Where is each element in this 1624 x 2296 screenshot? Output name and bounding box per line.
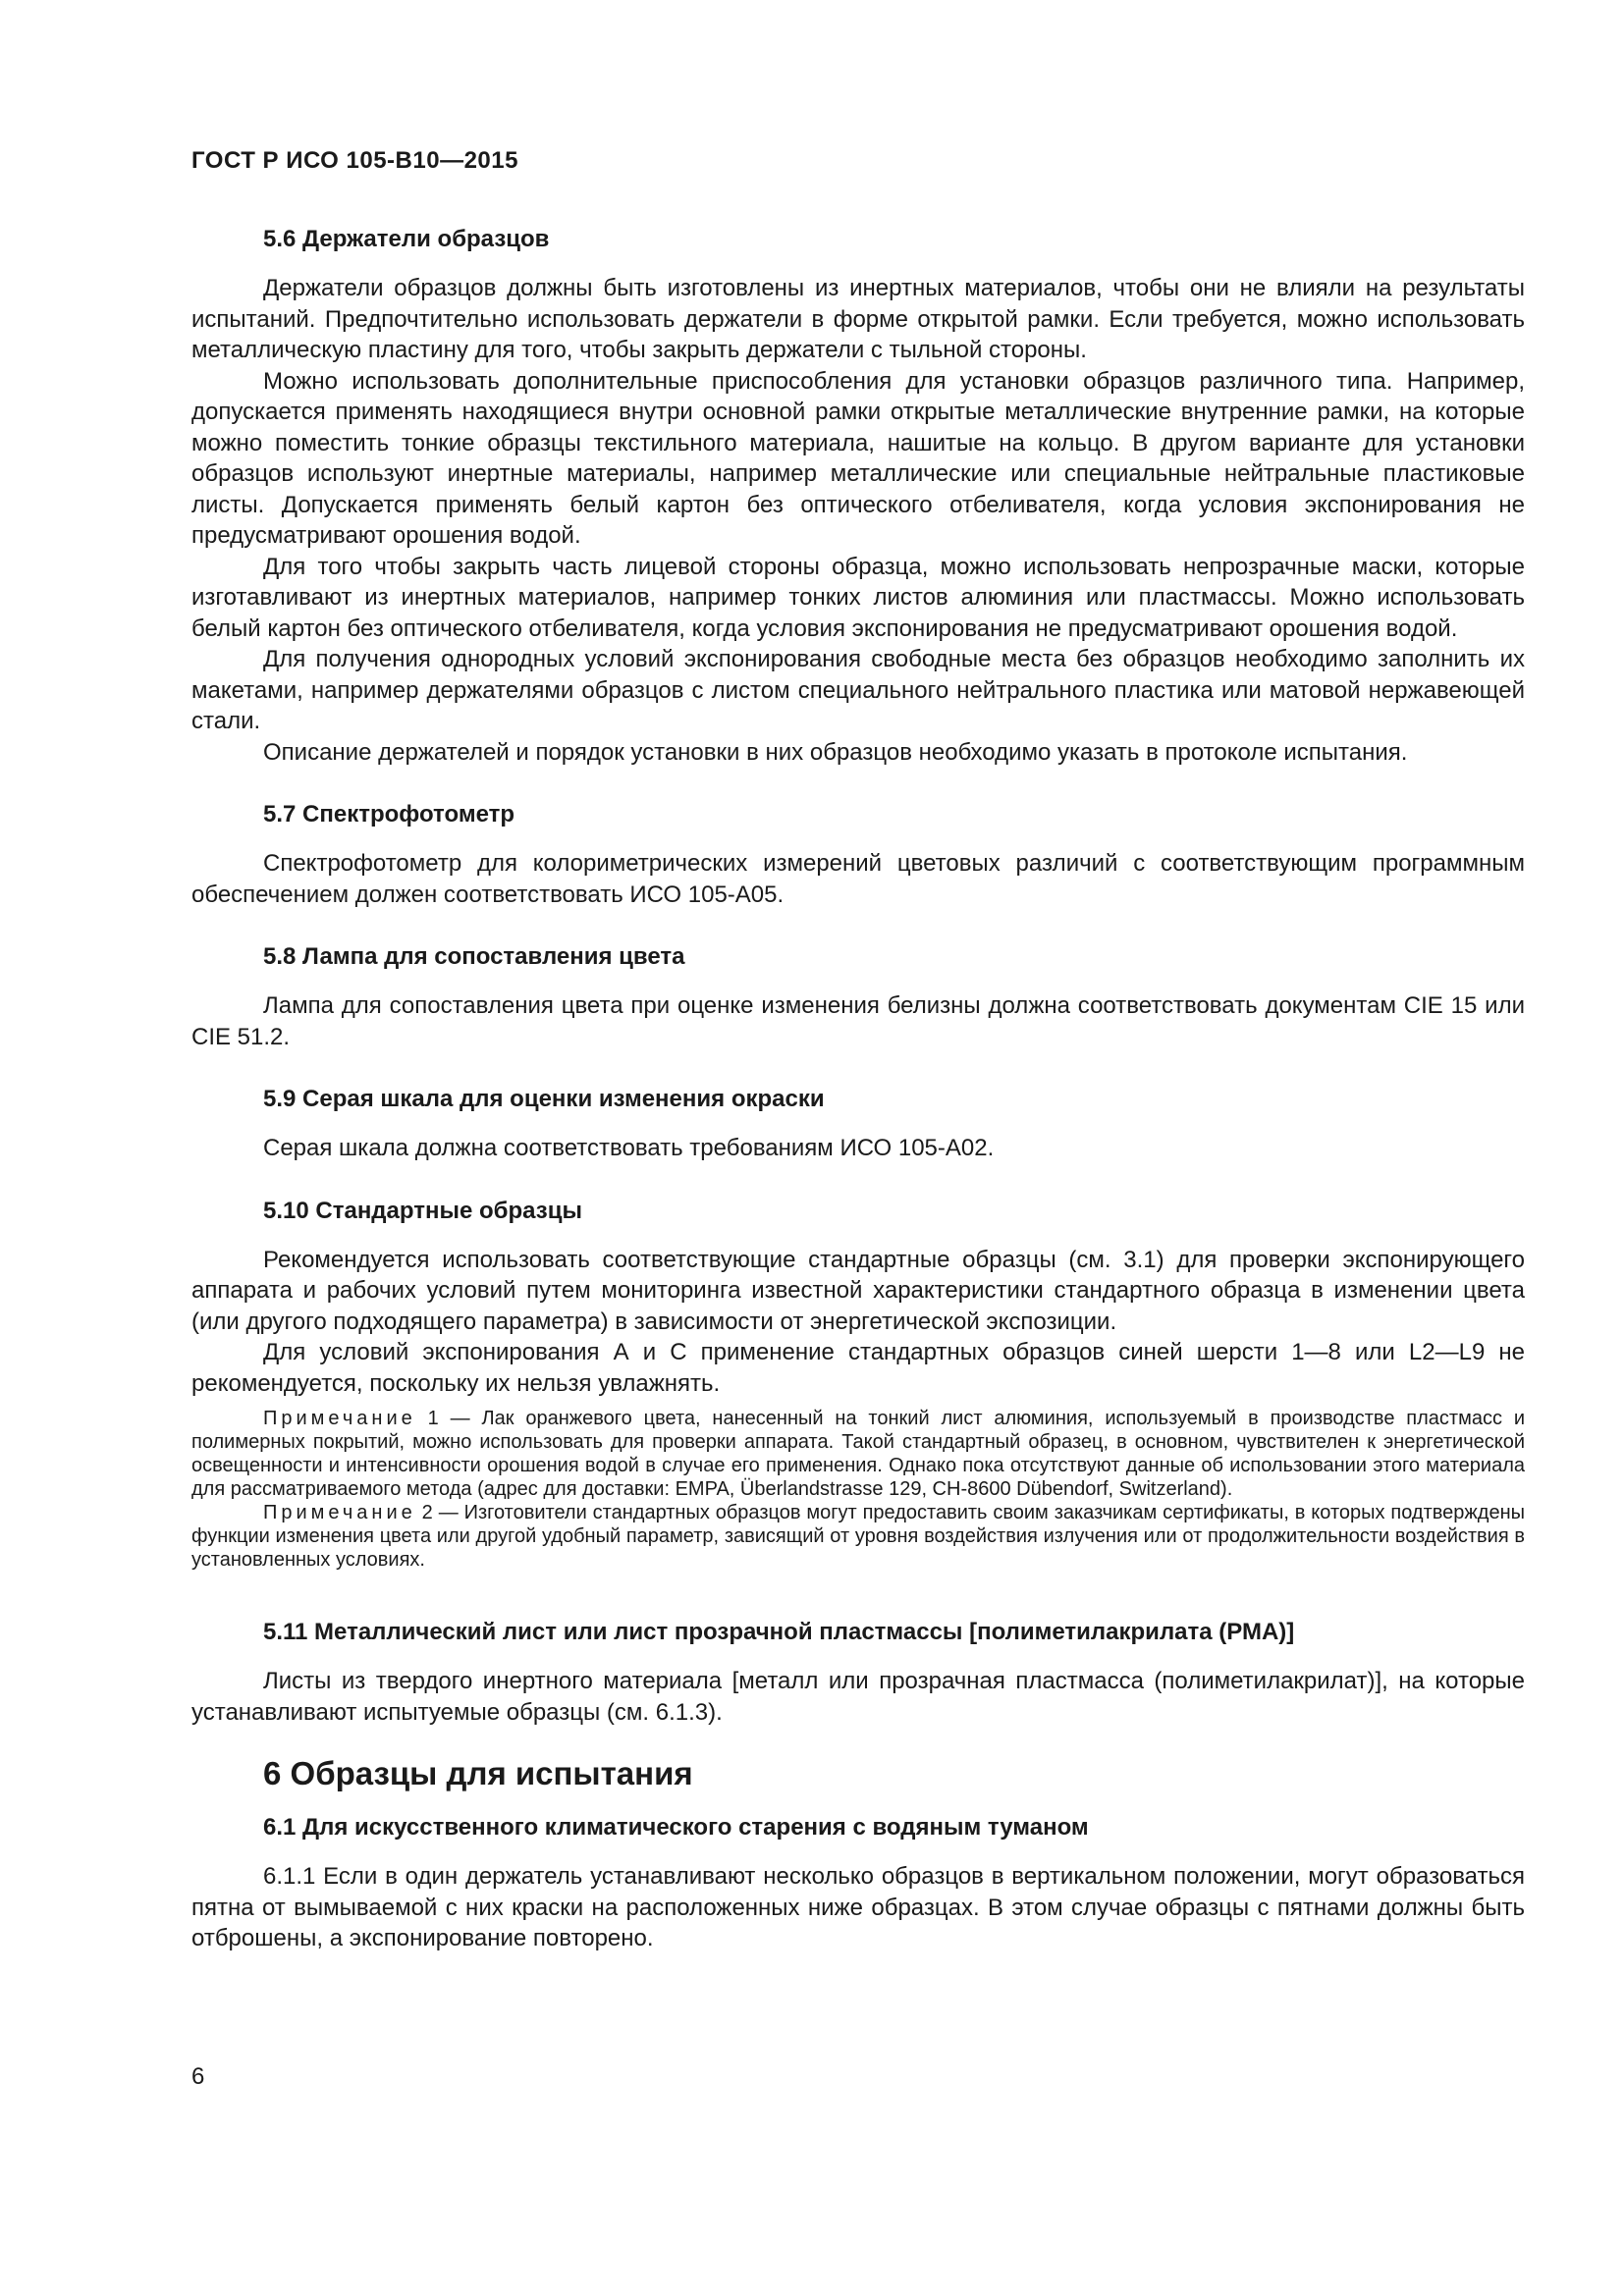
section-title: 5.6 Держатели образцов <box>263 226 550 252</box>
notes <box>191 1407 1525 1572</box>
section-5-8 <box>191 943 1525 1052</box>
note-2: Примечание 2 — Изготовители стандартных образцов могут предоставить своим заказчикам сертификаты, в которых подтверждены функции изменения цвета или другой удобный параметр, зависящий от уровня воздействия излучения или от продолжительности воздействия в установленных условиях. <box>191 1502 1525 1571</box>
section-title: 5.10 Стандартные образцы <box>263 1197 582 1224</box>
paragraph: 6.1.1 Если в один держатель устанавливают несколько образцов в вертикальном положении, могут образоваться пятна от вымываемой с них краски на расположенных ниже образцах. В этом случае образцы с пятнами должны быть отброшены, а экспонирование повторено. <box>191 1863 1525 1951</box>
note-1: Примечание 1 — Лак оранжевого цвета, нанесенный на тонкий лист алюминия, используемый в производстве пластмасс и полимерных покрытий, можно использовать для проверки аппарата. Такой стандартный образец, в основном, чувствителен к энергетической освещенности и интенсивности орошения водой в случае его применения. Однако пока отсутствуют данные об использовании этого материала для рассматриваемого метода (адрес для доставки: EMPA, Überlandstrasse 129, CH-8600 Dübendorf, Switzerland). <box>191 1408 1525 1500</box>
note-label: Примечание <box>263 1408 416 1429</box>
chapter-title: 6 Образцы для испытания <box>263 1755 693 1791</box>
section-title: 6.1 Для искусственного климатического старения с водяным туманом <box>263 1814 1089 1841</box>
document-page <box>191 147 1525 1954</box>
note-text: Изготовители стандартных образцов могут предоставить своим заказчикам сертификаты, в которых подтверждены функции изменения цвета или другой удобный параметр, зависящий от уровня воздействия излучения или от продолжительности воздействия в установленных условиях. <box>191 1502 1525 1571</box>
paragraph: Лампа для сопоставления цвета при оценке изменения белизны должна соответствовать документам CIE 15 или CIE 51.2. <box>191 992 1525 1050</box>
paragraph: Рекомендуется использовать соответствующие стандартные образцы (см. 3.1) для проверки экспонирующего аппарата и рабочих условий путем мониторинга известной характеристики стандартного образца в изменении цвета (или другого подходящего параметра) в зависимости от энергетической экспозиции. <box>191 1246 1525 1335</box>
section-title: 5.8 Лампа для сопоставления цвета <box>263 943 685 970</box>
section-title: 5.7 Спектрофотометр <box>263 801 515 828</box>
paragraph: Листы из твердого инертного материала [металл или прозрачная пластмасса (полиметилакрилат)], на которые устанавливают испытуемые образцы (см. 6.1.3). <box>191 1668 1525 1726</box>
section-title: 5.9 Серая шкала для оценки изменения окраски <box>263 1086 825 1112</box>
paragraph: Для того чтобы закрыть часть лицевой стороны образца, можно использовать непрозрачные маски, которые изготавливают из инертных материалов, например тонких листов алюминия или пластмассы. Можно использовать белый картон без оптического отбеливателя, когда условия экспонирования не предусматривают орошения водой. <box>191 553 1525 642</box>
paragraph: Можно использовать дополнительные приспособления для установки образцов различного типа. Например, допускается применять находящиеся внутри основной рамки открытые металлические внутренние рамки, на которые можно поместить тонкие образцы текстильного материала, нашитые на кольцо. В другом варианте для установки образцов используют инертные материалы, например металлические или специальные нейтральные пластиковые листы. Допускается применять белый картон без оптического отбеливателя, когда условия экспонирования не предусматривают орошения водой. <box>191 367 1525 549</box>
paragraph: Серая шкала должна соответствовать требованиям ИСО 105-А02. <box>263 1135 995 1161</box>
page-number: 6 <box>191 2063 205 2090</box>
section-title: 5.11 Металлический лист или лист прозрачной пластмассы [полиметилакрилата (РМА)] <box>263 1619 1295 1645</box>
note-label: Примечание <box>263 1502 416 1523</box>
section-5-11 <box>191 1619 1525 1728</box>
section-5-10 <box>191 1198 1525 1573</box>
paragraph: Держатели образцов должны быть изготовлены из инертных материалов, чтобы они не влияли на результаты испытаний. Предпочтительно использовать держатели в форме открытой рамки. Если требуется, можно использовать металлическую пластину для того, чтобы закрыть держатели с тыльной стороны. <box>191 275 1525 363</box>
note-number: 1 <box>427 1408 439 1429</box>
paragraph: Для получения однородных условий экспонирования свободные места без образцов необходимо заполнить их макетами, например держателями образцов с листом специального нейтрального пластика или матовой нержавеющей стали. <box>191 646 1525 734</box>
section-5-6 <box>191 226 1525 768</box>
paragraph: Для условий экспонирования А и С применение стандартных образцов синей шерсти 1—8 или L2—L9 не рекомендуется, поскольку их нельзя увлажнять. <box>191 1339 1525 1397</box>
note-text: Лак оранжевого цвета, нанесенный на тонкий лист алюминия, используемый в производстве пластмасс и полимерных покрытий, можно использовать для проверки аппарата. Такой стандартный образец, в основном, чувствителен к энергетической освещенности и интенсивности орошения водой в случае его применения. Однако пока отсутствуют данные об использовании этого материала для рассматриваемого метода (адрес для доставки: EMPA, Überlandstrasse 129, CH-8600 Dübendorf, Switzerland). <box>191 1408 1525 1500</box>
chapter-6 <box>191 1755 1525 1954</box>
paragraph: Описание держателей и порядок установки в них образцов необходимо указать в протоколе испытания. <box>263 738 1408 766</box>
section-5-7 <box>191 801 1525 910</box>
section-5-9 <box>191 1086 1525 1164</box>
paragraph: Спектрофотометр для колориметрических измерений цветовых различий с соответствующим программным обеспечением должен соответствовать ИСО 105-А05. <box>191 850 1525 908</box>
document-header: ГОСТ Р ИСО 105-В10—2015 <box>191 147 518 174</box>
note-number: 2 <box>421 1502 433 1523</box>
